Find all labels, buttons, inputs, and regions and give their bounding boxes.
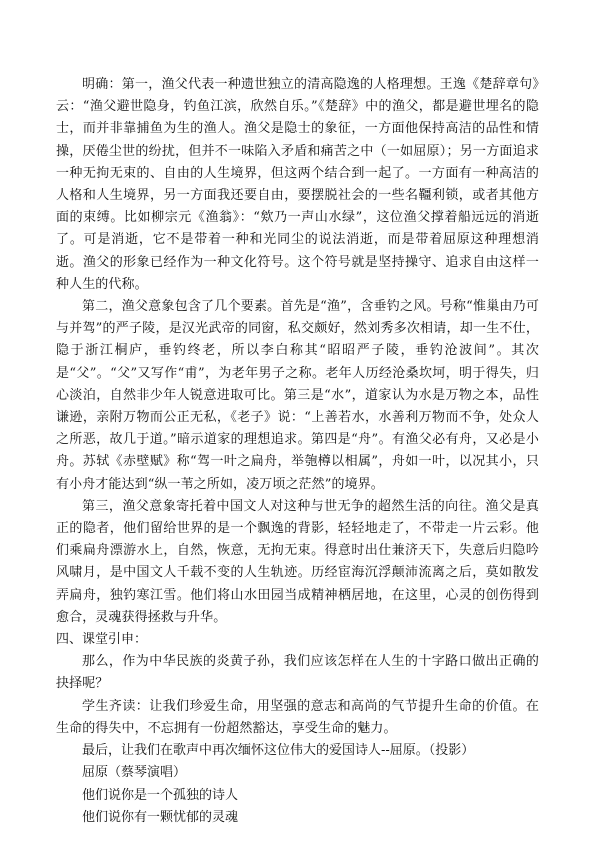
text-line-closing: 最后，让我们在歌声中再次缅怀这位伟大的爱国诗人--屈原。（投影） <box>82 743 475 759</box>
paragraph-answer-first: 明确：第一，渔父代表一种遗世独立的清高隐逸的人格理想。王逸《楚辞章句》云：“渔父避世隐身，钓鱼江滨，欣然自乐。”《楚辞》中的渔父，都是避世埋名的隐士，而并非靠捕鱼为生的渔人。渔父是隐士的象征，一方面他保持高洁的品性和情操，厌倦尘世的纷扰，但并不一味陷入矛盾和痛苦之中（一如屈原）；另一方面追求一种无拘无束的、自由的人生境界，但这两个结合到一起了。一方面有一种高洁的人格和人生境界，另一方面我还要自由，要摆脱社会的一些名韁利锁，或者其他方面的束缚。比如柳宗元《渔翁》：“欸乃一声山水绿”，这位渔父撑着船远远的消逝了。可是消逝，它不是带着一种和光同尘的说法消逝，而是带着屈原这种理想消逝。渔父的形象已经作为一种文化符号。这个符号就是坚持操守、追求自由这样一种人生的代称。 <box>56 77 539 292</box>
lyric-line: 他们说你是一个孤独的诗人 <box>82 787 239 803</box>
paragraph-third: 第三，渔父意象寄托着中国文人对这种与世无争的超然生活的向往。渔父是真正的隐者，他们留给世界的是一个飘逸的背影，轻轻地走了，不带走一片云彩。他们乘扁舟漂游水上，自然，恢意，无拘无束。得意时出仕兼济天下，失意后归隐吟风啸月，是中国文人千载不变的人生轨迹。历经宦海沉浮颠沛流离之后，莫如散发弄扁舟，独钓寒江雪。他们将山水田园当成精神栖居地，在这里，心灵的创伤得到愈合，灵魂获得拯救与升华。 <box>56 498 539 625</box>
song-title: 屈原（蔡琴演唱） <box>82 765 187 781</box>
paragraph-second: 第二，渔父意象包含了几个要素。首先是“渔”，含垂钓之风。号称“惟巢由乃可与并驾”的严子陵，是汉光武帝的同窗，私交颇好，然刘秀多次相请，却一生不仕，隐于浙江桐庐，垂钓终老，所以李白称其“昭昭严子陵，垂钓沧波间”。其次是“父”。“父”又写作“甫”，为老年男子之称。老年人历经沧桑坎坷，明于得失，归心淡泊，自然非少年人锐意进取可比。第三是“水”，道家认为水是万物之本，品性谦逊，亲附万物而公正无私，《老子》说：“上善若水，水善利万物而不争，处众人之所恶，故几于道。”暗示道家的理想追求。第四是“舟”。有渔父必有舟，又必是小舟。苏轼《赤壁赋》称“驾一叶之扁舟，举匏樽以相属”，舟如一叶，以况其小，只有小舟才能达到“纵一苇之所如，凌万顷之茫然”的境界。 <box>56 299 539 492</box>
lyric-line: 他们说你有一颗忧郁的灵魂 <box>82 809 239 825</box>
section-heading: 四、课堂引申： <box>56 632 148 648</box>
text-line-question: 那么，作为中华民族的炎黄子孙，我们应该怎样在人生的十字路口做出正确的抉择呢？ <box>56 654 539 692</box>
text-line-reading: 学生齐读：让我们珍爱生命，用坚强的意志和高尚的气节提升生命的价值。在生命的得失中，不忘拥有一份超然豁达，享受生命的魅力。 <box>56 698 539 736</box>
